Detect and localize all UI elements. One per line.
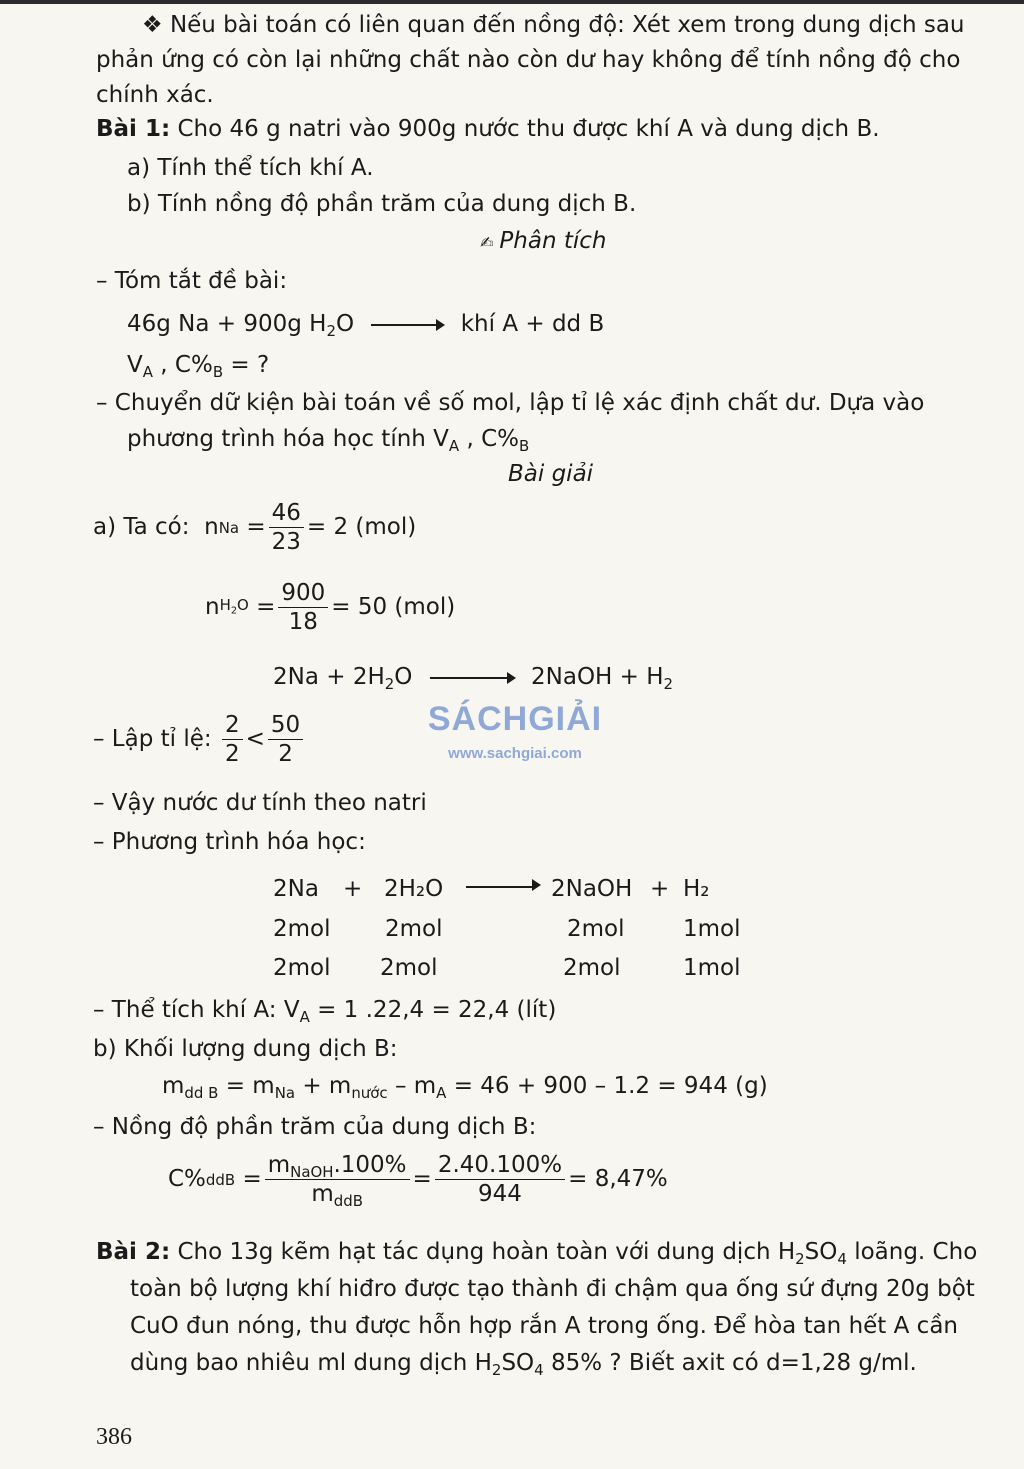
bai1-label: Bài 1:	[96, 116, 171, 142]
table-cell: 2mol	[273, 955, 331, 981]
table-cell: 2mol	[563, 955, 621, 981]
concentration-fraction-2: $\frac{2.40.100\%}{944}$	[435, 1152, 565, 1208]
bai1-statement: Bài 1: Cho 46 g natri vào 900g nước thu được khí A và dung dịch B.	[96, 116, 880, 142]
bai2-line-4: dùng bao nhiêu ml dung dịch $H_2SO_4$ 85% ? Biết axit có d=1,28 g/ml.	[130, 1350, 917, 1380]
table-header: 2Na	[273, 876, 319, 902]
table-header: 2H₂O	[384, 876, 444, 902]
n-h2o-fraction: $\frac{900}{18}$	[278, 580, 328, 636]
arrow-head-icon	[532, 879, 541, 891]
phan-tich-heading: ✍ Phân tích	[480, 228, 607, 254]
arrow-icon	[430, 677, 514, 679]
intro-line-2: phản ứng có còn lại những chất nào còn dư hay không để tính nồng độ cho	[96, 47, 961, 73]
mass-equation: $m_{dd B} = m_{Na} + m_{nước} - m_A = 46 + 900 - 1.2 = 944$ (g)	[162, 1073, 768, 1103]
watermark-logo: SÁCHGIẢI	[427, 700, 603, 738]
table-cell: 2mol	[567, 916, 625, 942]
chuyen-du-kien-1: – Chuyển dữ kiện bài toán về số mol, lập tỉ lệ xác định chất dư. Dựa vào	[96, 390, 925, 416]
top-border	[0, 0, 1024, 4]
bai2-line-1: Bài 2: Cho 13g kẽm hạt tác dụng hoàn toàn với dung dịch $H_2SO_4$ loãng. Cho	[96, 1239, 978, 1269]
table-header: H₂	[683, 876, 710, 902]
n-h2o-line: n $H_2O$ = $\frac{900}{18}$ = 50 (mol)	[205, 580, 456, 636]
reaction-1: $2Na + 2H_2O$ 2NaOH + $H_2$	[273, 664, 674, 694]
bai-giai-heading: Bài giải	[508, 461, 594, 487]
ratio-line: – Lập tỉ lệ: $\frac{2}{2}$ < $\frac{50}{2}$	[93, 712, 306, 768]
arrow-icon	[371, 324, 443, 326]
bai2-label: Bài 2:	[96, 1239, 171, 1265]
ratio-fraction-b: $\frac{50}{2}$	[268, 712, 303, 768]
table-cell: 1mol	[683, 916, 741, 942]
bai2-line-2: toàn bộ lượng khí hiđro được tạo thành đi chậm qua ống sứ đựng 20g bột	[130, 1276, 975, 1302]
nong-do-heading: – Nồng độ phần trăm của dung dịch B:	[93, 1114, 537, 1140]
pencil-icon: ✍	[480, 233, 494, 252]
intro-line-3: chính xác.	[96, 82, 214, 108]
n-na-line: a) Ta có: n Na = $\frac{46}{23}$ = 2 (mol)	[93, 500, 417, 556]
summary-equation: 46g Na + 900g $H_2O$ khí A + dd B	[127, 311, 605, 341]
table-cell: 2mol	[273, 916, 331, 942]
table-header: +	[343, 876, 363, 902]
n-na-fraction: $\frac{46}{23}$	[269, 500, 304, 556]
bai2-line-3: CuO đun nóng, thu được hỗn hợp rắn A trong ống. Để hòa tan hết A cần	[130, 1313, 958, 1339]
vay-nuoc-du: – Vậy nước dư tính theo natri	[93, 790, 427, 816]
pthh-heading: – Phương trình hóa học:	[93, 829, 366, 855]
page-number: 386	[96, 1424, 132, 1450]
sachgiai-watermark	[410, 700, 620, 762]
table-cell: 1mol	[683, 955, 741, 981]
table-cell: 2mol	[385, 916, 443, 942]
table-header: +	[650, 876, 670, 902]
ratio-fraction-a: $\frac{2}{2}$	[222, 712, 243, 768]
arrow-icon	[466, 886, 536, 888]
watermark-url: www.sachgiai.com	[448, 745, 582, 762]
intro-line-1: ❖ Nếu bài toán có liên quan đến nồng độ: Xét xem trong dung dịch sau	[142, 12, 965, 38]
bai1-part-a: a) Tính thể tích khí A.	[127, 155, 374, 181]
chuyen-du-kien-2: phương trình hóa học tính $V_A$ , $C\%_B$	[127, 426, 530, 456]
table-header: 2NaOH	[551, 876, 633, 902]
bai1-part-b: b) Tính nồng độ phần trăm của dung dịch B.	[127, 191, 637, 217]
concentration-line: C% ddB = $\frac{m_{NaOH}.100\%}{m_{ddB}}$ = $\frac{2.40.100\%}{944}$ = 8,47%	[168, 1152, 668, 1211]
concentration-fraction-1: $\frac{m_{NaOH}.100\%}{m_{ddB}}$	[265, 1152, 410, 1208]
the-tich-khi-a: – Thể tích khí A: $V_A = 1$ .22,4 = 22,4 (lít)	[93, 997, 557, 1027]
table-cell: 2mol	[380, 955, 438, 981]
khoi-luong-heading: b) Khối lượng dung dịch B:	[93, 1036, 398, 1062]
bullet-icon: ❖	[142, 12, 163, 38]
summary-ask: $V_A$ , $C\%_B$ = ?	[127, 352, 270, 382]
tom-tat: – Tóm tắt đề bài:	[96, 268, 288, 294]
